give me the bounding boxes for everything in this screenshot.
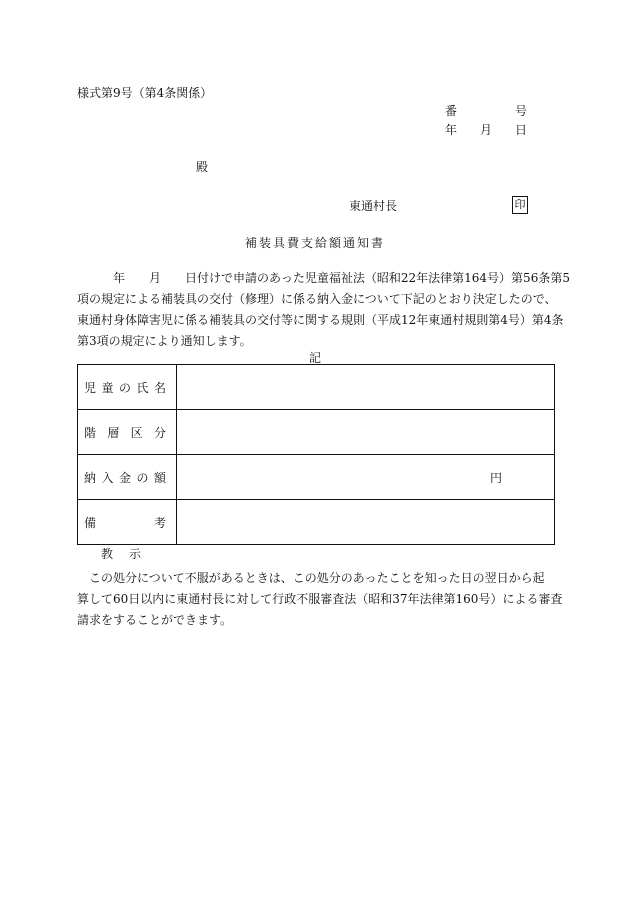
row-label-remarks: 備考 — [78, 500, 177, 545]
row-label-amount: 納入金の額 — [78, 455, 177, 500]
table-row — [78, 500, 555, 545]
seal-stamp: 印 — [512, 196, 528, 214]
row-value-tier — [177, 410, 555, 455]
table-row — [78, 455, 555, 500]
number-label-gou: 号 — [515, 104, 528, 118]
number-label-ban: 番 — [445, 104, 458, 118]
issuer-name: 東通村長 — [349, 199, 398, 213]
document-title: 補装具費支給額通知書 — [244, 236, 385, 250]
body-text: 年 月 日付けで申請のあった児童福祉法（昭和22年法律第164号）第56条第5 項の規定による補装具の交付（修理）に係る納入金について下記のとおり決定したので、 東通村身体障害児に係る補装具の交付等に関する規則（平成12年東通村規則第4号）第4条 第3項の規定により通知します。 — [77, 271, 570, 348]
table-row — [78, 410, 555, 455]
row-value-child-name — [177, 365, 555, 410]
table-row — [78, 365, 555, 410]
row-label-tier: 階層区分 — [78, 410, 177, 455]
addressee-honorific: 殿 — [196, 160, 209, 174]
details-table — [77, 364, 555, 545]
row-label-child-name: 児童の氏名 — [78, 365, 177, 410]
ki-heading: 記 — [308, 351, 321, 365]
date-label-month: 月 — [480, 123, 493, 137]
date-label-year: 年 — [445, 123, 458, 137]
date-label-day: 日 — [515, 123, 528, 137]
notice-heading: 教 示 — [101, 547, 144, 561]
row-value-amount: 円 — [177, 455, 555, 500]
row-value-remarks — [177, 500, 555, 545]
form-number: 様式第9号（第4条関係） — [77, 86, 213, 100]
notice-body: この処分について不服があるときは、この処分のあったことを知った日の翌日から起 算して60日以内に東通村長に対して行政不服審査法（昭和37年法律第160号）による審査 請求をすることができます。 — [77, 571, 563, 627]
